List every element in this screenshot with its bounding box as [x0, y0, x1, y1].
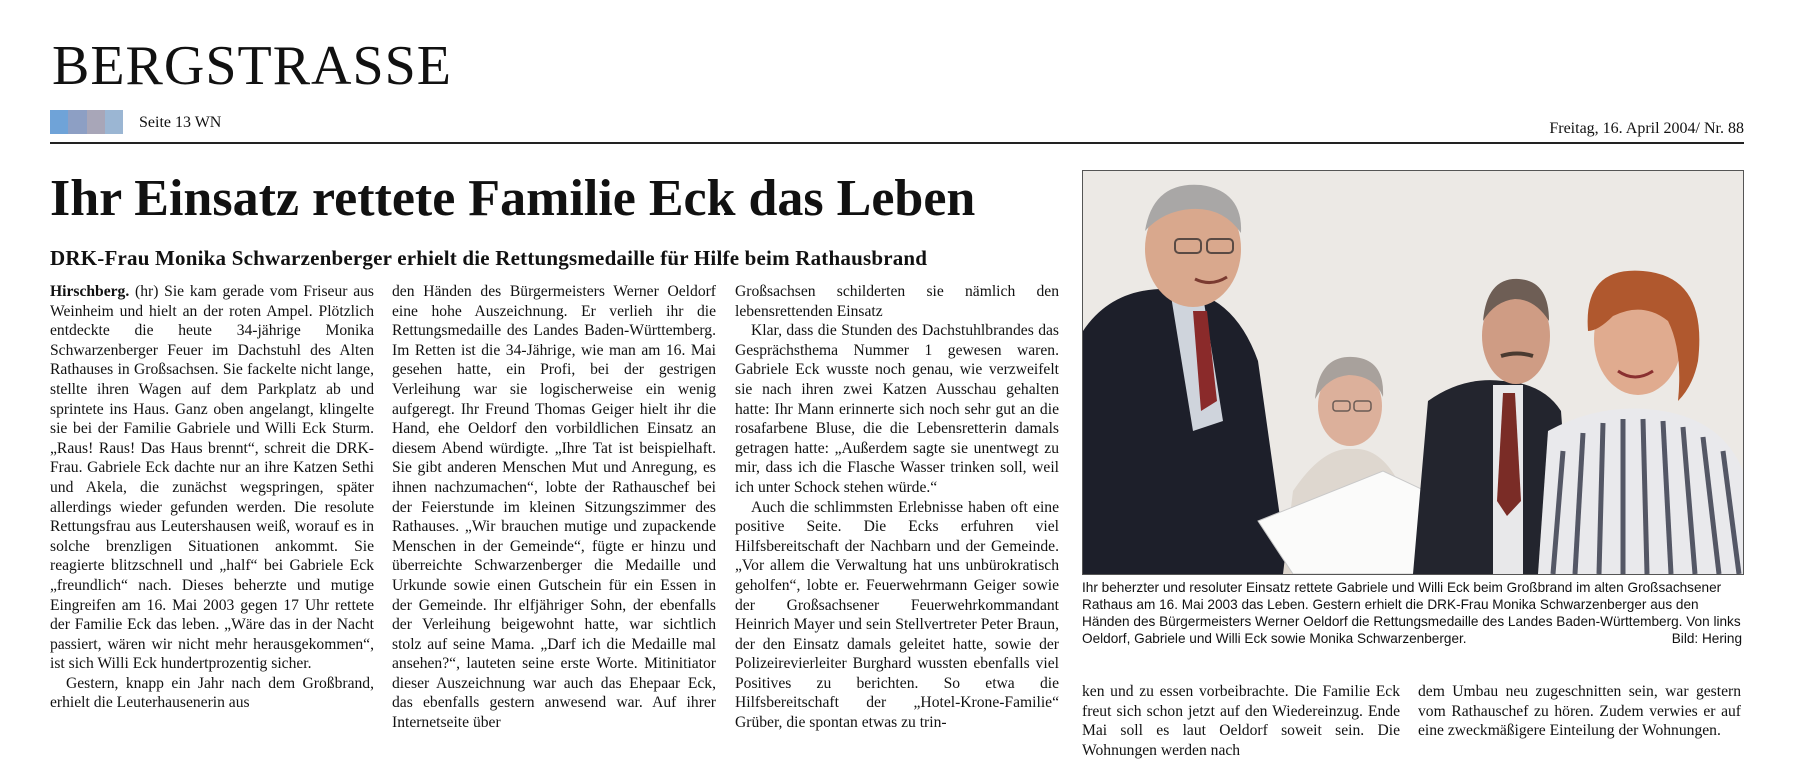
header-rule [50, 142, 1744, 144]
paragraph: Gestern, knapp ein Jahr nach dem Großbrand, erhielt die Leuterhausenerin aus [50, 674, 374, 712]
article-column-2 [392, 282, 716, 733]
paragraph: Großsachsen schilderten sie nämlich den lebensrettenden Einsatz [735, 283, 1059, 320]
award-ceremony-photo [1083, 171, 1743, 574]
article-subheadline: DRK-Frau Monika Schwarzenberger erhielt die Rettungsmedaille für Hilfe beim Rathausbrand [50, 246, 928, 270]
dateline: Hirschberg. [50, 283, 130, 300]
issue-date: Freitag, 16. April 2004/ Nr. 88 [1549, 120, 1744, 137]
article-headline: Ihr Einsatz rettete Familie Eck das Leben [50, 170, 976, 227]
swatch-block [50, 110, 68, 134]
color-calibration-swatch [50, 110, 123, 134]
paragraph: dem Umbau neu zugeschnitten sein, war gestern vom Rathauschef zu hören. Zudem verwies er auf eine zweckmäßigere Einteilung der Wohnungen. [1418, 683, 1741, 740]
paragraph: ken und zu essen vorbeibrachte. Die Familie Eck freut sich schon jetzt auf den Wiedereinzug. Ende Mai soll es laut Oeldorf soweit sein. Die Wohnungen werden nach [1082, 683, 1400, 759]
paragraph: den Händen des Bürgermeisters Werner Oeldorf eine hohe Auszeichnung. Er verlieh ihr die Rettungsmedaille des Landes Baden-Württemberg. Im Retten ist die 34-Jährige, wie man am 16. Mai gesehen hatte, ein Profi, bei der gestrigen Verleihung war sie logischerweise ein wenig aufgeregt. Ihr Freund Thomas Geiger hielt ihr die Hand, ehe Oeldorf den vorbildlichen Einsatz an diesem Abend würdigte. „Ihre Tat ist beispielhaft. Sie gibt anderen Menschen Mut und Anregung, es ihnen nachzumachen“, lobte der Rathauschef bei der Feierstunde im kleinen Sitzungszimmer des Rathauses. „Wir brauchen mutige und zupackende Menschen in der Gemeinde“, fügte er hinzu und überreichte Schwarzenberger die Medaille und Urkunde sowie einen Gutschein für ein Essen in der Gemeinde. Ihr elfjähriger Sohn, der ebenfalls der Verleihung beigewohnt hatte, war sichtlich stolz auf seine Mama. „Darf ich die Medaille mal ansehen?“, lauteten seine erste Worte. Mitinitiator dieser Auszeichnung war auch das Ehepaar Eck, das ebenfalls gestern anwesend war. Auf ihrer Internetseite über [392, 283, 716, 732]
swatch-block [68, 110, 86, 134]
article-column-4 [1082, 682, 1400, 760]
paragraph [50, 282, 374, 674]
article-column-3 [735, 282, 1059, 733]
photo-caption [1082, 579, 1742, 647]
caption-text: Ihr beherzter und resoluter Einsatz rettete Gabriele und Willi Eck beim Großbrand im alten Großsachsener Rathaus am 16. Mai 2003 das Leben. Gestern erhielt die DRK-Frau Monika Schwarzenberger aus den Händen des Bürgermeisters Werner Oeldorf die Rettungsmedaille des Landes Baden-Württemberg. Von links Oeldorf, Gabriele und Willi Eck sowie Monika Schwarzenberger. [1082, 580, 1741, 646]
article-column-1 [50, 282, 374, 713]
swatch-block [105, 110, 123, 134]
section-masthead: BERGSTRASSE [52, 35, 452, 97]
paragraph-text: (hr) Sie kam gerade vom Friseur aus Weinheim und hielt an der roten Ampel. Plötzlich entdeckte die heute 34-jährige Monika Schwarzenberger Feuer im Dachstuhl des Alten Rathauses in Großsachsen. Sie fackelte nicht lange, stellte ihren Wagen auf dem Parkplatz ab und sprintete ins Haus. Ganz oben angelangt, klingelte sie bei der Familie Gabriele und Willi Eck Sturm. „Raus! Raus! Das Haus brennt“, schreit die DRK-Frau. Gabriele Eck dachte nur an ihre Katzen Sethi und Akela, die zunächst wegspringen, später allerdings wieder gefunden werden. Die resolute Rettungsfrau aus Leutershausen weiß, worauf es in solche brenzligen Situationen ankommt. Sie reagierte blitzschnell und „half“ bei Gabriele Eck „freundlich“ nach. Dieses beherzte und mutige Eingreifen am 16. Mai 2003 gegen 17 Uhr rettete der Familie Eck das leben. „Wäre das in der Nacht passiert, wären wir nicht mehr herausgekommen“, ist sich Willi Eck hundertprozentig sicher. [50, 283, 374, 673]
page-number: Seite 13 WN [139, 114, 222, 131]
article-photo [1082, 170, 1744, 575]
paragraph: Auch die schlimmsten Erlebnisse haben oft eine positive Seite. Die Ecks erfuhren viel Hilfsbereitschaft der Nachbarn und der Gemeinde. „Vor allem die Verwaltung hat uns unbürokratisch geholfen“, lobte er. Feuerwehrmann Geiger sowie der Großsachsener Feuerwehrkommandant Heinrich Mayer und sein Stellvertreter Peter Braun, der den Einsatz damals geleitet hatte, sowie der Polizeirevierleiter Burghard wussten ebenfalls viel Positives zu berichten. So etwa die Hilfsbereitschaft der „Hotel-Krone-Familie“ Grüber, die spontan etwas zu trin- [735, 498, 1059, 732]
paragraph: Klar, dass die Stunden des Dachstuhlbrandes das Gesprächsthema Nummer 1 gewesen waren. Gabriele Eck wusste noch genau, wie verzweifelt sie nach ihren zwei Katzen Ausschau gehalten hatte: Ihr Mann erinnerte sich noch sehr gut an die rosafarbene Bluse, die die Lebensretterin damals getragen hatte: „Außerdem sagte sie unentwegt zu mir, dass ich die Flasche Wasser trinken soll, weil ich unter Schock stehen würde.“ [735, 322, 1059, 496]
photo-credit: Bild: Hering [1671, 631, 1742, 646]
article-column-5 [1418, 682, 1741, 741]
swatch-block [87, 110, 105, 134]
